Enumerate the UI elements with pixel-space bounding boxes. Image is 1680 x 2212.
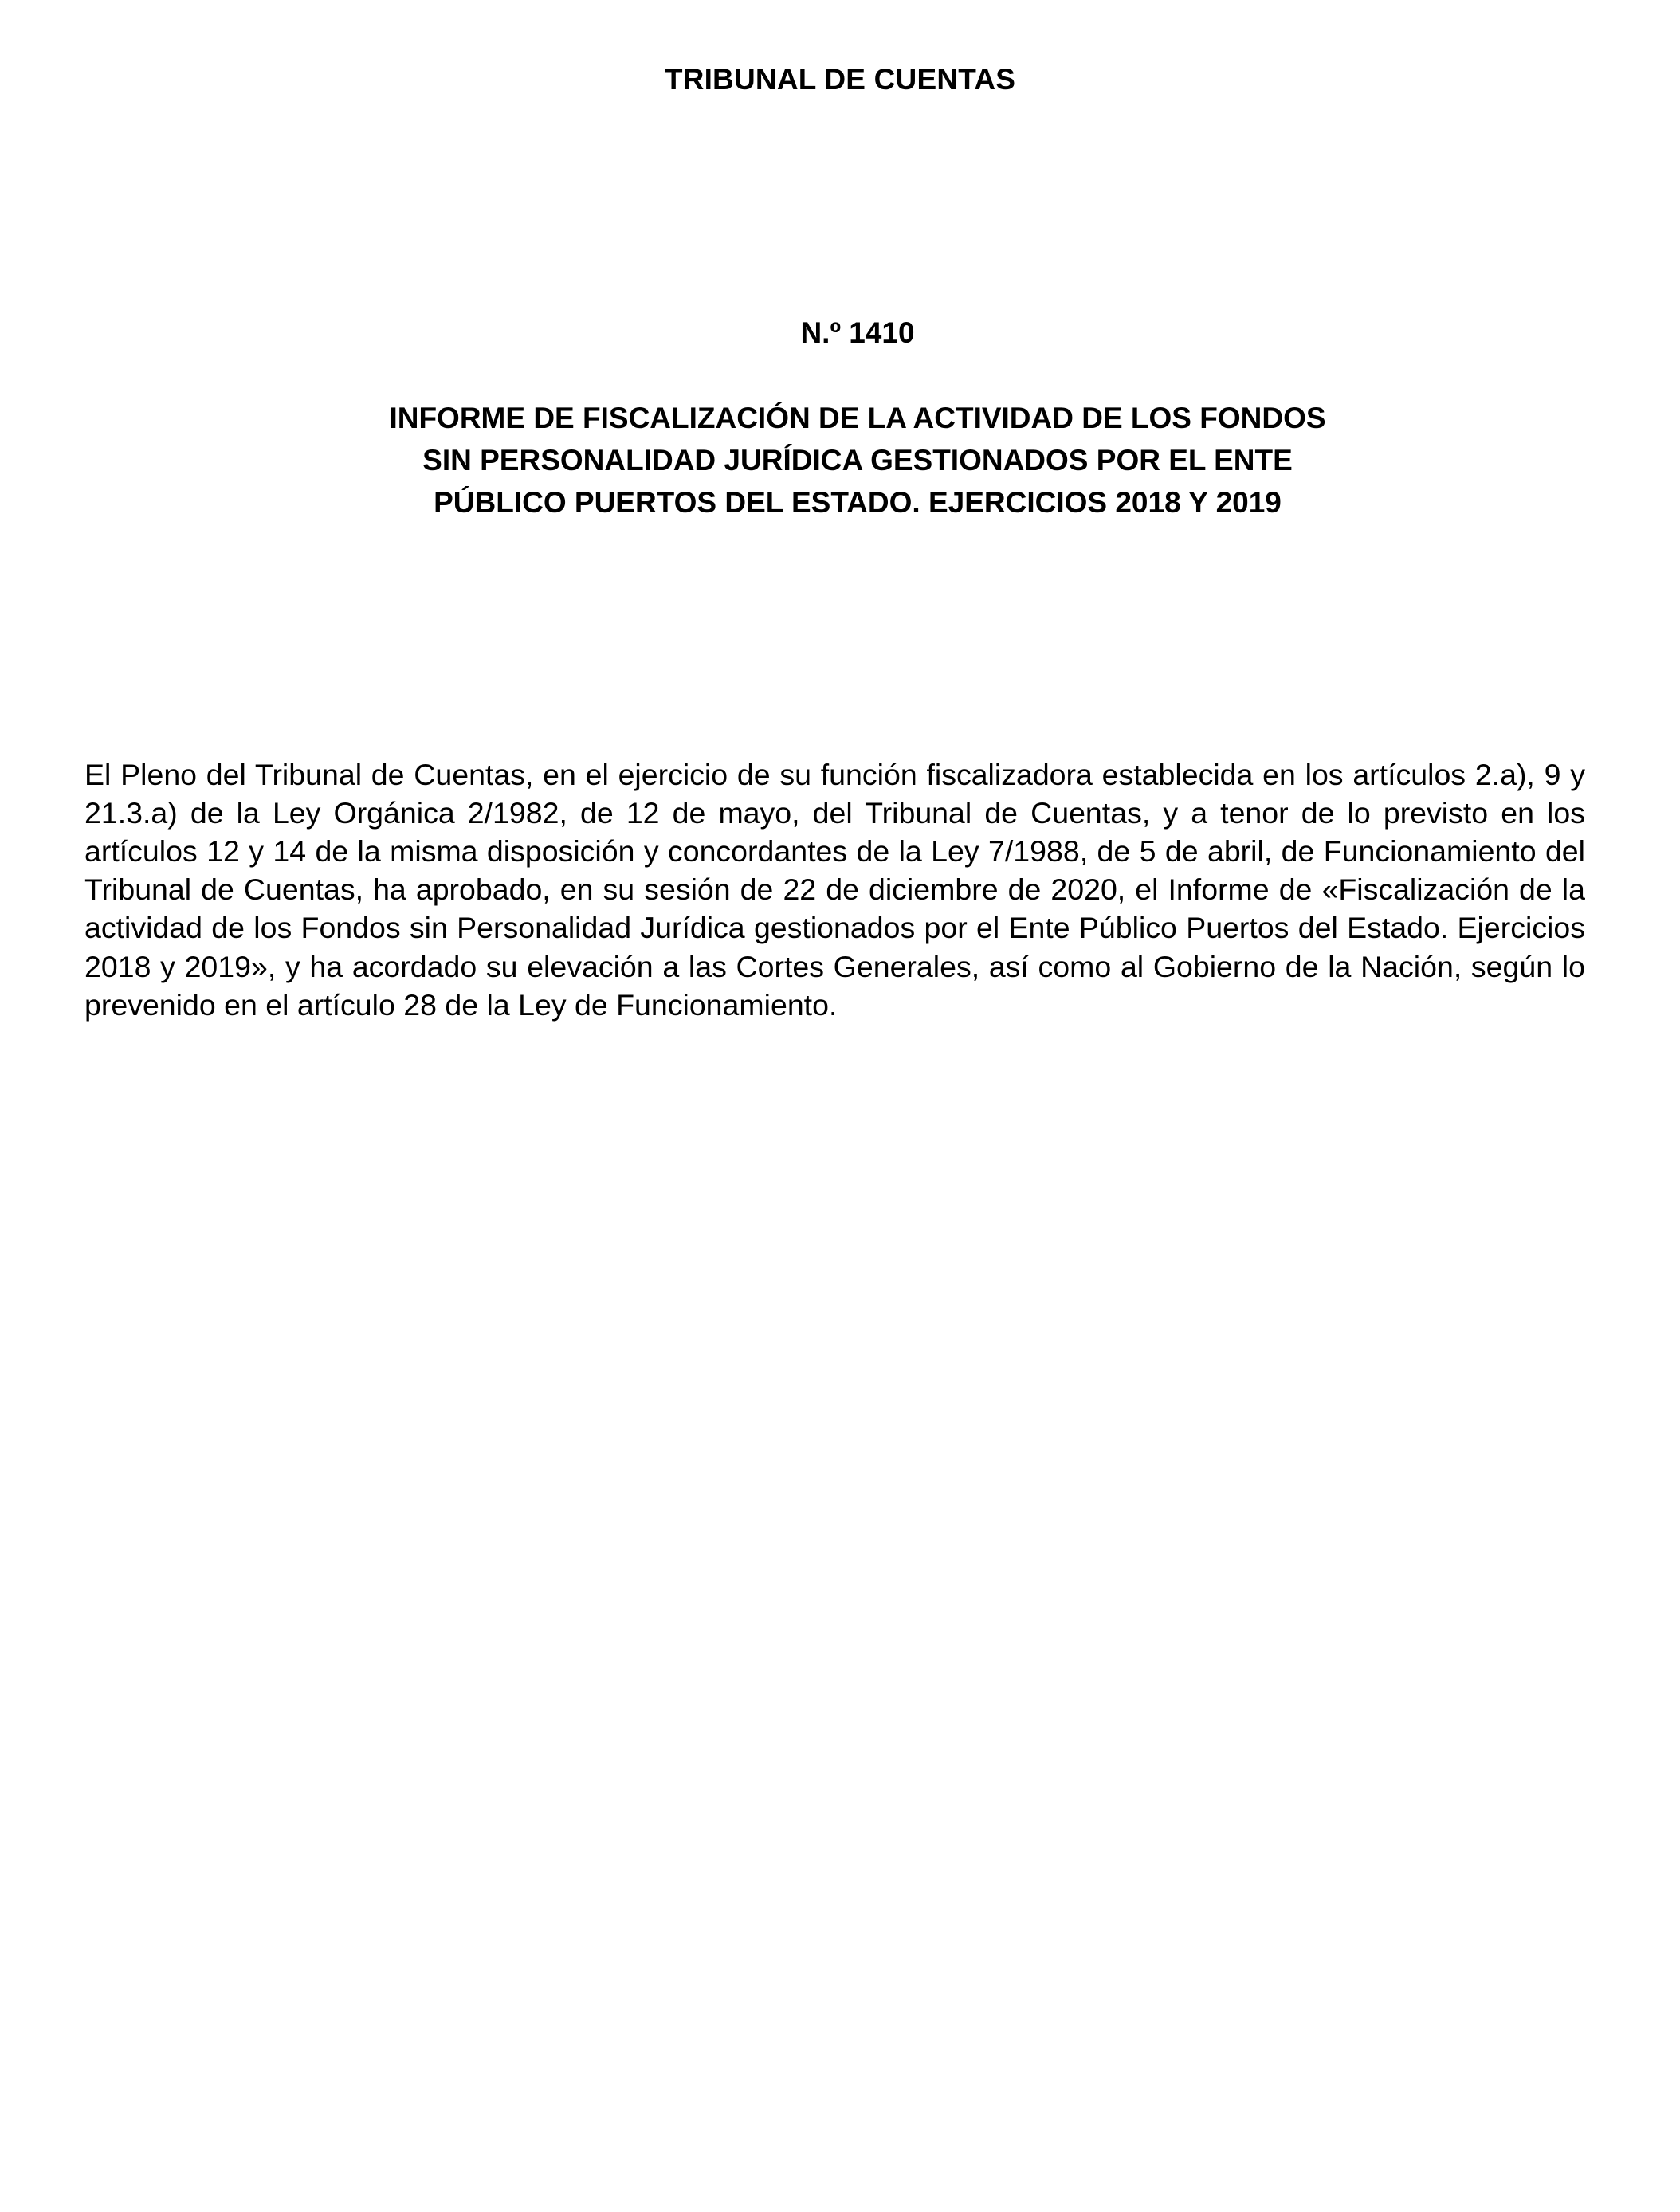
institution-header: TRIBUNAL DE CUENTAS xyxy=(664,63,1016,96)
report-title-line-1: INFORME DE FISCALIZACIÓN DE LA ACTIVIDAD DE LOS FONDOS xyxy=(389,402,1326,434)
report-title-line-2: SIN PERSONALIDAD JURÍDICA GESTIONADOS POR EL ENTE xyxy=(422,444,1293,477)
report-body-paragraph: El Pleno del Tribunal de Cuentas, en el ejercicio de su función fiscalizadora establecida en los artículos 2.a), 9 y 21.3.a) de la Ley Orgánica 2/1982, de 12 de mayo, del Tribunal de Cuentas, y a tenor de lo previsto en los artículos 12 y 14 de la misma disposición y concordantes de la Ley 7/1988, de 5 de abril, de Funcionamiento del Tribunal de Cuentas, ha aprobado, en su sesión de 22 de diciembre de 2020, el Informe de «Fiscalización de la actividad de los Fondos sin Personalidad Jurídica gestionados por el Ente Público Puertos del Estado. Ejercicios 2018 y 2019», y ha acordado su elevación a las Cortes Generales, así como al Gobierno de la Nación, según lo prevenido en el artículo 28 de la Ley de Funcionamiento. xyxy=(84,757,1585,1022)
report-title xyxy=(239,397,1476,524)
report-number: N.º 1410 xyxy=(800,316,915,349)
report-title-line-3: PÚBLICO PUERTOS DEL ESTADO. EJERCICIOS 2018 Y 2019 xyxy=(434,486,1282,519)
